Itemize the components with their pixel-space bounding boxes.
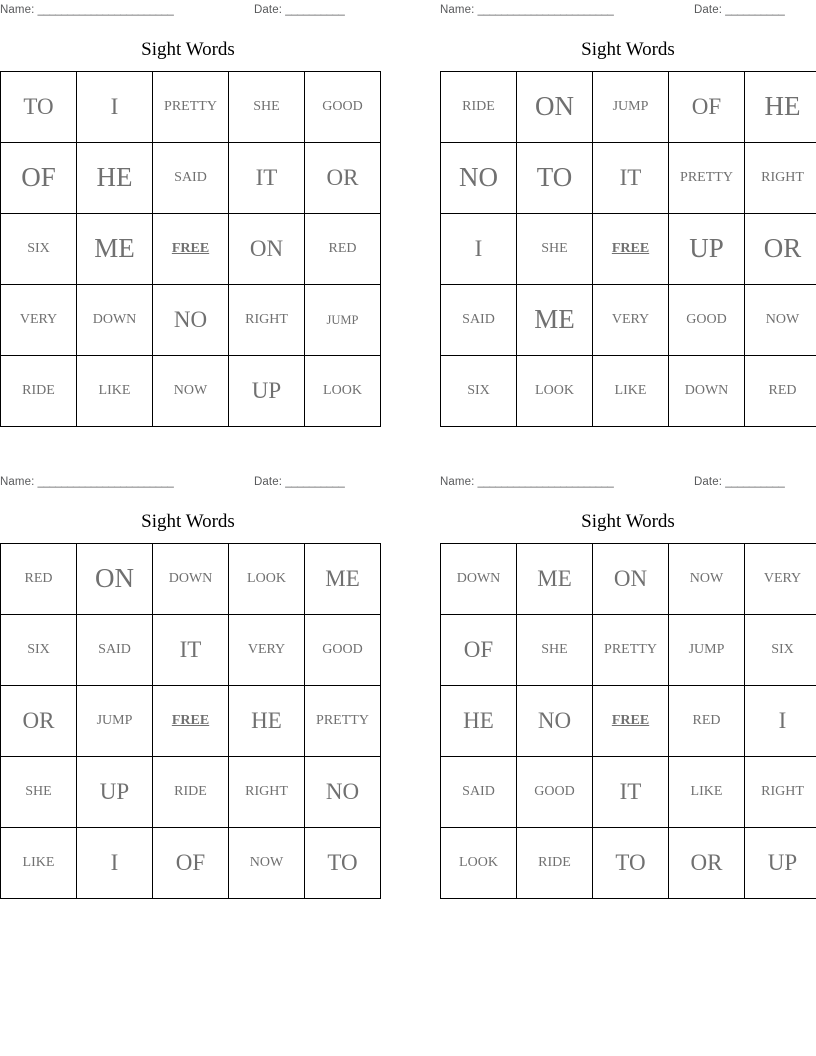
date-field[interactable] bbox=[694, 476, 784, 488]
bingo-cell[interactable]: UP bbox=[669, 213, 745, 284]
bingo-cell[interactable]: VERY bbox=[745, 543, 816, 614]
bingo-cell[interactable]: RIDE bbox=[153, 756, 229, 827]
bingo-cell[interactable]: IT bbox=[593, 142, 669, 213]
bingo-cell[interactable]: OR bbox=[669, 827, 745, 898]
bingo-cell[interactable]: I bbox=[77, 71, 153, 142]
bingo-row bbox=[1, 685, 381, 756]
bingo-cell[interactable]: SAID bbox=[441, 284, 517, 355]
bingo-card-3 bbox=[0, 472, 376, 899]
bingo-grid bbox=[440, 543, 816, 899]
bingo-cell[interactable]: NO bbox=[305, 756, 381, 827]
bingo-cell[interactable]: IT bbox=[593, 756, 669, 827]
bingo-cell[interactable]: SAID bbox=[77, 614, 153, 685]
bingo-cell[interactable]: IT bbox=[229, 142, 305, 213]
bingo-cell[interactable]: RIDE bbox=[1, 355, 77, 426]
name-field[interactable] bbox=[0, 4, 173, 16]
bingo-row bbox=[441, 685, 816, 756]
bingo-grid bbox=[0, 543, 381, 899]
card-title: Sight Words bbox=[581, 39, 675, 60]
bingo-row bbox=[441, 543, 816, 614]
bingo-cell[interactable]: HE bbox=[229, 685, 305, 756]
bingo-cell[interactable]: RIGHT bbox=[229, 756, 305, 827]
date-label: Date: bbox=[694, 476, 722, 488]
bingo-cell[interactable]: TO bbox=[305, 827, 381, 898]
bingo-cell[interactable]: GOOD bbox=[517, 756, 593, 827]
bingo-cell[interactable]: OR bbox=[1, 685, 77, 756]
bingo-cell[interactable]: TO bbox=[517, 142, 593, 213]
bingo-row bbox=[1, 284, 381, 355]
bingo-cell[interactable]: NOW bbox=[229, 827, 305, 898]
bingo-cell[interactable]: SIX bbox=[1, 614, 77, 685]
bingo-cell[interactable]: NO bbox=[441, 142, 517, 213]
bingo-cell[interactable]: SIX bbox=[441, 355, 517, 426]
bingo-cell[interactable]: I bbox=[441, 213, 517, 284]
bingo-row bbox=[441, 756, 816, 827]
name-label: Name: bbox=[440, 4, 475, 16]
bingo-cell-free[interactable]: FREE bbox=[593, 685, 669, 756]
bingo-cell[interactable]: RED bbox=[1, 543, 77, 614]
bingo-cell[interactable]: LOOK bbox=[305, 355, 381, 426]
bingo-cell[interactable]: NOW bbox=[669, 543, 745, 614]
bingo-cell[interactable]: SIX bbox=[745, 614, 816, 685]
bingo-card-4 bbox=[440, 472, 816, 899]
card-title: Sight Words bbox=[141, 511, 235, 532]
name-field[interactable] bbox=[440, 4, 613, 16]
bingo-cell[interactable]: I bbox=[77, 827, 153, 898]
bingo-cell[interactable]: RIGHT bbox=[229, 284, 305, 355]
date-write-line[interactable]: __________ bbox=[285, 4, 345, 16]
bingo-cell-free[interactable]: FREE bbox=[153, 685, 229, 756]
name-write-line[interactable]: _______________________ bbox=[37, 476, 174, 488]
bingo-cell[interactable]: RED bbox=[669, 685, 745, 756]
bingo-cell[interactable]: SHE bbox=[517, 213, 593, 284]
bingo-row bbox=[441, 284, 816, 355]
bingo-cell[interactable]: OF bbox=[153, 827, 229, 898]
name-field[interactable] bbox=[440, 476, 613, 488]
name-write-line[interactable]: _______________________ bbox=[477, 476, 614, 488]
bingo-cell[interactable]: ON bbox=[229, 213, 305, 284]
bingo-cell[interactable]: RIDE bbox=[517, 827, 593, 898]
bingo-cell[interactable]: PRETTY bbox=[669, 142, 745, 213]
bingo-cell[interactable]: GOOD bbox=[669, 284, 745, 355]
bingo-cell[interactable]: TO bbox=[1, 71, 77, 142]
bingo-cell[interactable]: OF bbox=[669, 71, 745, 142]
bingo-grid bbox=[440, 71, 816, 427]
date-field[interactable] bbox=[694, 4, 784, 16]
bingo-cell[interactable]: RIDE bbox=[441, 71, 517, 142]
bingo-cell[interactable]: GOOD bbox=[305, 614, 381, 685]
bingo-row bbox=[441, 213, 816, 284]
bingo-cell[interactable]: DOWN bbox=[441, 543, 517, 614]
bingo-cell[interactable]: SHE bbox=[229, 71, 305, 142]
date-field[interactable] bbox=[254, 476, 344, 488]
bingo-cell[interactable]: OR bbox=[745, 213, 816, 284]
bingo-cell[interactable]: JUMP bbox=[593, 71, 669, 142]
bingo-cell[interactable]: RED bbox=[745, 355, 816, 426]
card-title: Sight Words bbox=[141, 39, 235, 60]
name-label: Name: bbox=[0, 4, 35, 16]
bingo-row bbox=[1, 142, 381, 213]
bingo-cell[interactable]: OF bbox=[1, 142, 77, 213]
date-write-line[interactable]: __________ bbox=[725, 4, 785, 16]
bingo-cell[interactable]: ON bbox=[517, 71, 593, 142]
bingo-cell[interactable]: LOOK bbox=[229, 543, 305, 614]
bingo-row bbox=[1, 827, 381, 898]
name-label: Name: bbox=[440, 476, 475, 488]
bingo-cell[interactable]: SIX bbox=[1, 213, 77, 284]
bingo-cell[interactable]: DOWN bbox=[153, 543, 229, 614]
bingo-cell[interactable]: I bbox=[745, 685, 816, 756]
name-date-row bbox=[0, 472, 376, 494]
name-write-line[interactable]: _______________________ bbox=[37, 4, 174, 16]
name-date-row bbox=[440, 0, 816, 22]
bingo-cell[interactable]: NOW bbox=[153, 355, 229, 426]
bingo-cell[interactable]: LOOK bbox=[517, 355, 593, 426]
date-write-line[interactable]: __________ bbox=[285, 476, 345, 488]
bingo-row bbox=[441, 142, 816, 213]
date-label: Date: bbox=[694, 4, 722, 16]
date-label: Date: bbox=[254, 476, 282, 488]
name-label: Name: bbox=[0, 476, 35, 488]
bingo-cell[interactable]: PRETTY bbox=[305, 685, 381, 756]
bingo-cell[interactable]: UP bbox=[229, 355, 305, 426]
bingo-row bbox=[441, 355, 816, 426]
bingo-cell[interactable]: ON bbox=[77, 543, 153, 614]
bingo-row bbox=[1, 213, 381, 284]
bingo-cell[interactable]: HE bbox=[77, 142, 153, 213]
bingo-cell[interactable]: PRETTY bbox=[153, 71, 229, 142]
bingo-cell[interactable]: VERY bbox=[1, 284, 77, 355]
bingo-cell[interactable]: RIGHT bbox=[745, 756, 816, 827]
bingo-cell[interactable]: TO bbox=[593, 827, 669, 898]
bingo-cell[interactable]: GOOD bbox=[305, 71, 381, 142]
bingo-cell[interactable]: RIGHT bbox=[745, 142, 816, 213]
bingo-row bbox=[1, 614, 381, 685]
name-date-row bbox=[0, 0, 376, 22]
bingo-row bbox=[441, 71, 816, 142]
bingo-cell[interactable]: IT bbox=[153, 614, 229, 685]
bingo-cell[interactable]: DOWN bbox=[77, 284, 153, 355]
bingo-cell[interactable]: OF bbox=[441, 614, 517, 685]
bingo-cell[interactable]: HE bbox=[745, 71, 816, 142]
card-title: Sight Words bbox=[581, 511, 675, 532]
bingo-cell[interactable]: ME bbox=[305, 543, 381, 614]
bingo-cell[interactable]: SHE bbox=[1, 756, 77, 827]
bingo-cell[interactable]: LIKE bbox=[77, 355, 153, 426]
bingo-cell[interactable]: ME bbox=[77, 213, 153, 284]
bingo-cell[interactable]: DOWN bbox=[669, 355, 745, 426]
name-write-line[interactable]: _______________________ bbox=[477, 4, 614, 16]
bingo-cell[interactable]: VERY bbox=[593, 284, 669, 355]
name-field[interactable] bbox=[0, 476, 173, 488]
bingo-cell[interactable]: JUMP bbox=[305, 284, 381, 355]
date-write-line[interactable]: __________ bbox=[725, 476, 785, 488]
bingo-cell[interactable]: LOOK bbox=[441, 827, 517, 898]
bingo-cell[interactable]: ON bbox=[593, 543, 669, 614]
bingo-cell[interactable]: UP bbox=[77, 756, 153, 827]
bingo-card-1 bbox=[0, 0, 376, 427]
bingo-cell[interactable]: PRETTY bbox=[593, 614, 669, 685]
bingo-cell[interactable]: VERY bbox=[229, 614, 305, 685]
bingo-cell[interactable]: LIKE bbox=[1, 827, 77, 898]
bingo-cell[interactable]: OR bbox=[305, 142, 381, 213]
date-label: Date: bbox=[254, 4, 282, 16]
bingo-card-2 bbox=[440, 0, 816, 427]
date-field[interactable] bbox=[254, 4, 344, 16]
bingo-cell[interactable]: RED bbox=[305, 213, 381, 284]
bingo-grid bbox=[0, 71, 381, 427]
bingo-cell[interactable]: JUMP bbox=[669, 614, 745, 685]
bingo-row bbox=[441, 614, 816, 685]
bingo-cell[interactable]: NOW bbox=[745, 284, 816, 355]
bingo-row bbox=[1, 355, 381, 426]
bingo-cell[interactable]: SAID bbox=[153, 142, 229, 213]
bingo-row bbox=[1, 543, 381, 614]
bingo-cell-free[interactable]: FREE bbox=[153, 213, 229, 284]
bingo-cell[interactable]: UP bbox=[745, 827, 816, 898]
bingo-cell[interactable]: SAID bbox=[441, 756, 517, 827]
bingo-cell[interactable]: LIKE bbox=[669, 756, 745, 827]
bingo-row bbox=[1, 756, 381, 827]
bingo-cell[interactable]: NO bbox=[517, 685, 593, 756]
bingo-cell[interactable]: SHE bbox=[517, 614, 593, 685]
bingo-cell[interactable]: NO bbox=[153, 284, 229, 355]
bingo-cell[interactable]: ME bbox=[517, 284, 593, 355]
bingo-cell[interactable]: ME bbox=[517, 543, 593, 614]
bingo-row bbox=[441, 827, 816, 898]
bingo-cell[interactable]: JUMP bbox=[77, 685, 153, 756]
bingo-cell[interactable]: LIKE bbox=[593, 355, 669, 426]
bingo-cell-free[interactable]: FREE bbox=[593, 213, 669, 284]
name-date-row bbox=[440, 472, 816, 494]
bingo-row bbox=[1, 71, 381, 142]
bingo-cell[interactable]: HE bbox=[441, 685, 517, 756]
